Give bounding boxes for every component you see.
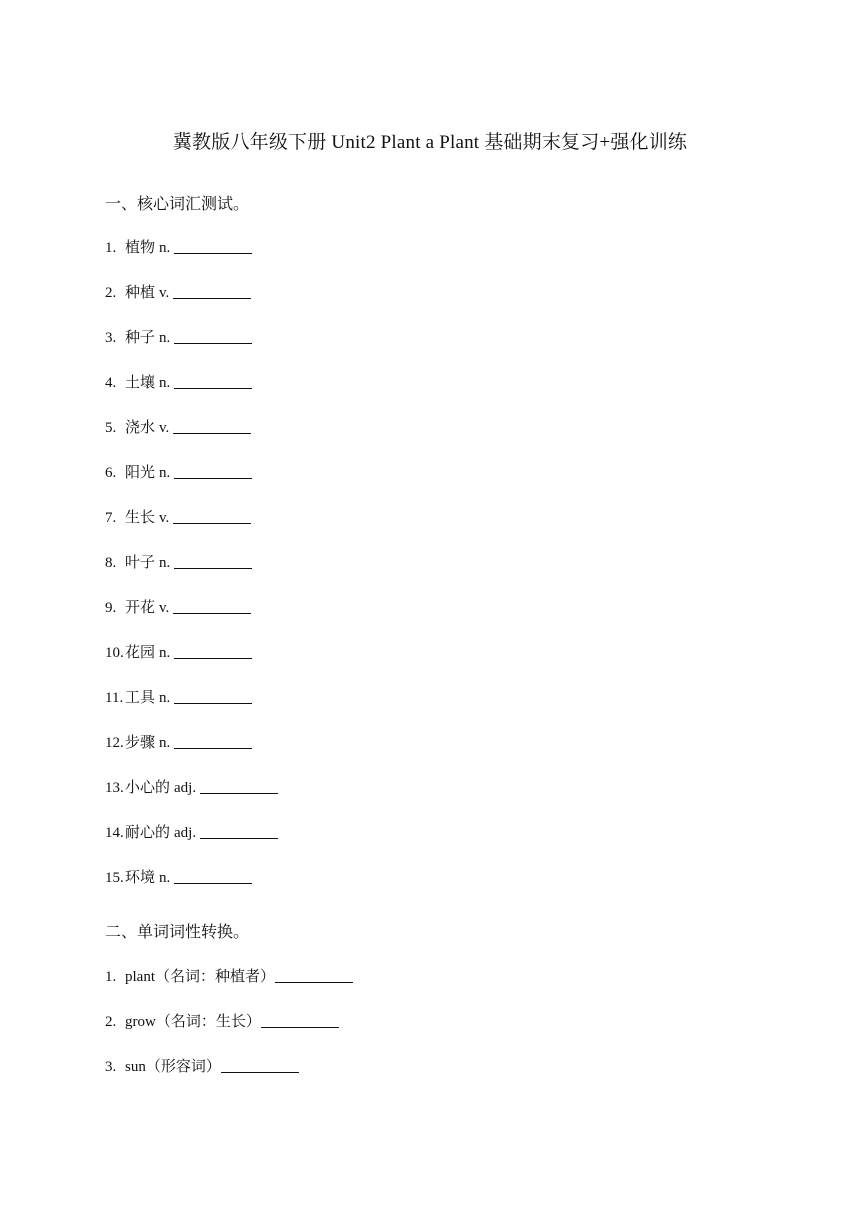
answer-blank[interactable] (174, 869, 252, 884)
word-form-hint: （形容词） (145, 1057, 221, 1075)
item-number: 7. (105, 510, 117, 526)
base-word: plant (125, 969, 155, 985)
chinese-word: 植物 (125, 238, 156, 256)
word-form-hint: （名词：种植者） (155, 967, 276, 985)
chinese-word: 开花 (125, 598, 156, 616)
answer-blank[interactable] (275, 968, 353, 983)
chinese-word: 工具 (125, 688, 156, 706)
item-number: 10. (105, 645, 124, 661)
chinese-word: 小心的 (125, 778, 171, 796)
item-number: 8. (105, 555, 117, 571)
vocab-item (105, 416, 251, 439)
vocab-item (105, 551, 252, 574)
part-of-speech: adj. (174, 825, 197, 841)
chinese-word: 生长 (125, 508, 156, 526)
part-of-speech: n. (159, 870, 171, 886)
item-number: 1. (105, 969, 117, 985)
part-of-speech: n. (159, 465, 171, 481)
answer-blank[interactable] (174, 554, 252, 569)
base-word: sun (125, 1059, 146, 1075)
section-heading-vocabulary: 一、核心词汇测试。 (105, 194, 250, 213)
word-form-hint: （名词：生长） (155, 1012, 261, 1030)
item-number: 3. (105, 1059, 117, 1075)
answer-blank[interactable] (173, 284, 251, 299)
vocab-item (105, 821, 278, 844)
part-of-speech: v. (159, 510, 170, 526)
answer-blank[interactable] (173, 599, 251, 614)
part-of-speech: n. (159, 690, 171, 706)
chinese-word: 阳光 (125, 463, 156, 481)
part-of-speech: adj. (174, 780, 197, 796)
item-number: 1. (105, 240, 117, 256)
chinese-word: 花园 (125, 643, 156, 661)
item-number: 5. (105, 420, 117, 436)
item-number: 13. (105, 780, 124, 796)
vocab-item (105, 326, 252, 349)
vocab-item (105, 686, 252, 709)
vocab-item (105, 596, 251, 619)
vocab-item (105, 776, 278, 799)
part-of-speech: v. (159, 600, 170, 616)
answer-blank[interactable] (174, 374, 252, 389)
page-title: 冀教版八年级下册 Unit2 Plant a Plant 基础期末复习+强化训练 (172, 132, 688, 153)
item-number: 11. (105, 690, 124, 706)
item-number: 12. (105, 735, 124, 751)
base-word: grow (125, 1014, 156, 1030)
part-of-speech: v. (159, 285, 170, 301)
chinese-word: 土壤 (125, 373, 156, 391)
answer-blank[interactable] (200, 779, 278, 794)
answer-blank[interactable] (174, 689, 252, 704)
part-of-speech: n. (159, 555, 171, 571)
part-of-speech: n. (159, 645, 171, 661)
answer-blank[interactable] (173, 419, 251, 434)
part-of-speech: v. (159, 420, 170, 436)
chinese-word: 步骤 (125, 733, 156, 751)
chinese-word: 环境 (125, 868, 156, 886)
section-heading-word-forms: 二、单词词性转换。 (105, 922, 250, 941)
item-number: 2. (105, 285, 117, 301)
answer-blank[interactable] (174, 329, 252, 344)
item-number: 9. (105, 600, 117, 616)
vocab-item (105, 281, 251, 304)
vocab-item (105, 641, 252, 664)
chinese-word: 种植 (125, 283, 156, 301)
vocab-item (105, 866, 252, 889)
part-of-speech: n. (159, 735, 171, 751)
item-number: 6. (105, 465, 117, 481)
chinese-word: 耐心的 (125, 823, 171, 841)
item-number: 15. (105, 870, 124, 886)
part-of-speech: n. (159, 240, 171, 256)
vocab-item (105, 731, 252, 754)
word-form-item (105, 1055, 299, 1078)
word-form-item (105, 1010, 339, 1033)
chinese-word: 种子 (125, 328, 156, 346)
item-number: 14. (105, 825, 124, 841)
vocab-item (105, 461, 252, 484)
vocab-item (105, 371, 252, 394)
item-number: 4. (105, 375, 117, 391)
answer-blank[interactable] (200, 824, 278, 839)
vocab-item (105, 236, 252, 259)
answer-blank[interactable] (221, 1058, 299, 1073)
chinese-word: 叶子 (125, 553, 156, 571)
answer-blank[interactable] (174, 644, 252, 659)
item-number: 3. (105, 330, 117, 346)
answer-blank[interactable] (173, 509, 251, 524)
part-of-speech: n. (159, 375, 171, 391)
part-of-speech: n. (159, 330, 171, 346)
item-number: 2. (105, 1014, 117, 1030)
chinese-word: 浇水 (125, 418, 156, 436)
answer-blank[interactable] (174, 239, 252, 254)
vocab-item (105, 506, 251, 529)
answer-blank[interactable] (174, 734, 252, 749)
answer-blank[interactable] (174, 464, 252, 479)
word-form-item (105, 965, 353, 988)
answer-blank[interactable] (261, 1013, 339, 1028)
